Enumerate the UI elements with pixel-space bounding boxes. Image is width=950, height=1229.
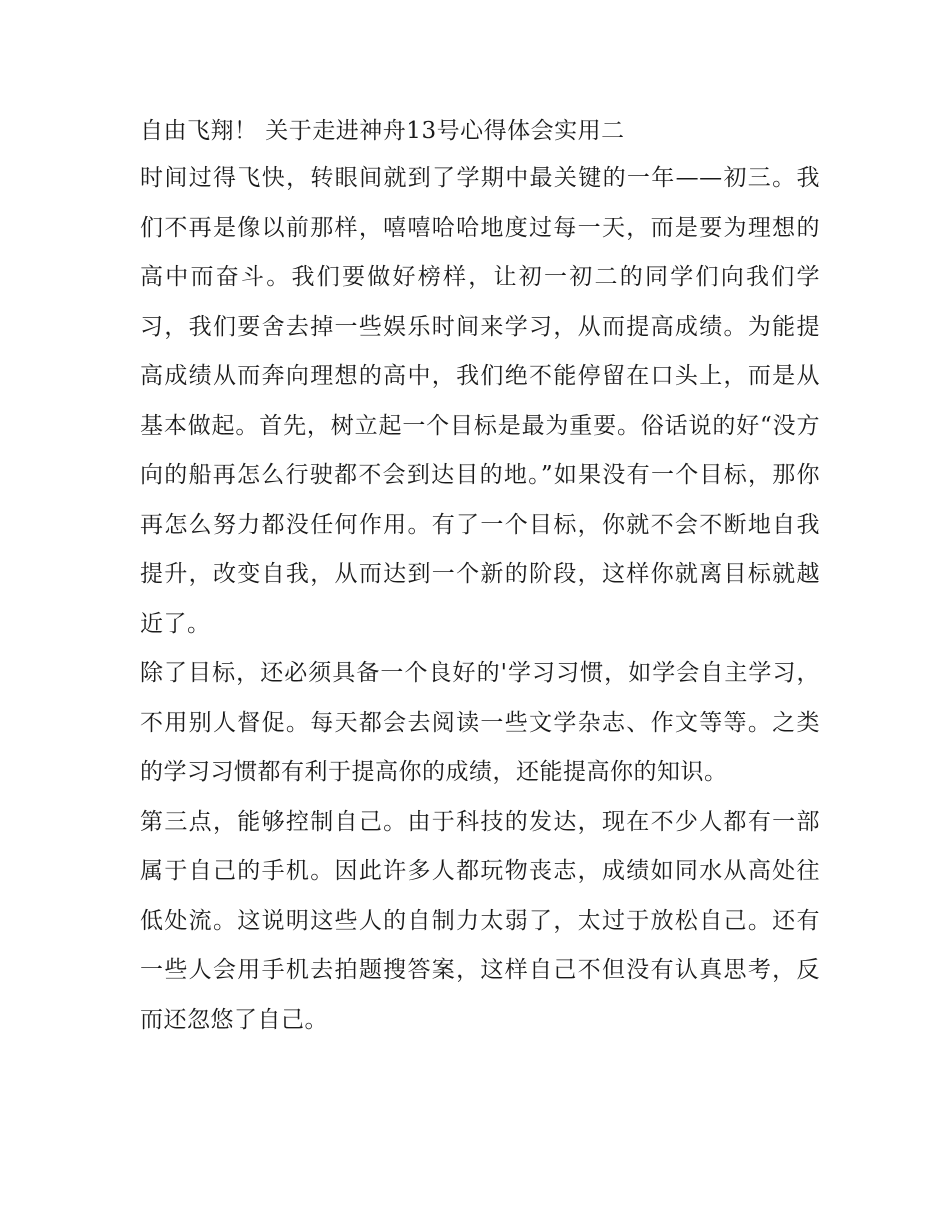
paragraph-3: 第三点，能够控制自己。由于科技的发达，现在不少人都有一部属于自己的手机。因此许多人都玩物丧志，成绩如同水从高处往低处流。这说明这些人的自制力太弱了，太过于放松自己。还有一些人会用手机去拍题搜答案，这样自己不但没有认真思考，反而还忽悠了自己。 — [140, 808, 820, 1033]
document-body — [140, 108, 820, 1045]
paragraph-2: 除了目标，还必须具备一个良好的'学习习惯，如学会自主学习，不用别人督促。每天都会去阅读一些文学杂志、作文等等。之类的学习习惯都有利于提高你的成绩，还能提高你的知识。 — [140, 660, 820, 785]
paragraph-1: 时间过得飞快，转眼间就到了学期中最关键的一年——初三。我们不再是像以前那样，嘻嘻哈哈地度过每一天，而是要为理想的高中而奋斗。我们要做好榜样，让初一初二的同学们向我们学习，我们要舍去掉一些娱乐时间来学习，从而提高成绩。为能提高成绩从而奔向理想的高中，我们绝不能停留在口头上，而是从基本做起。首先，树立起一个目标是最为重要。俗话说的好“没方向的船再怎么行驶都不会到达目的地。”如果没有一个目标，那你再怎么努力都没任何作用。有了一个目标，你就不会不断地自我提升，改变自我，从而达到一个新的阶段，这样你就离目标就越近了。 — [140, 165, 820, 637]
document-title: 自由飞翔！ 关于走进神舟13号心得体会实用二 — [140, 118, 625, 144]
